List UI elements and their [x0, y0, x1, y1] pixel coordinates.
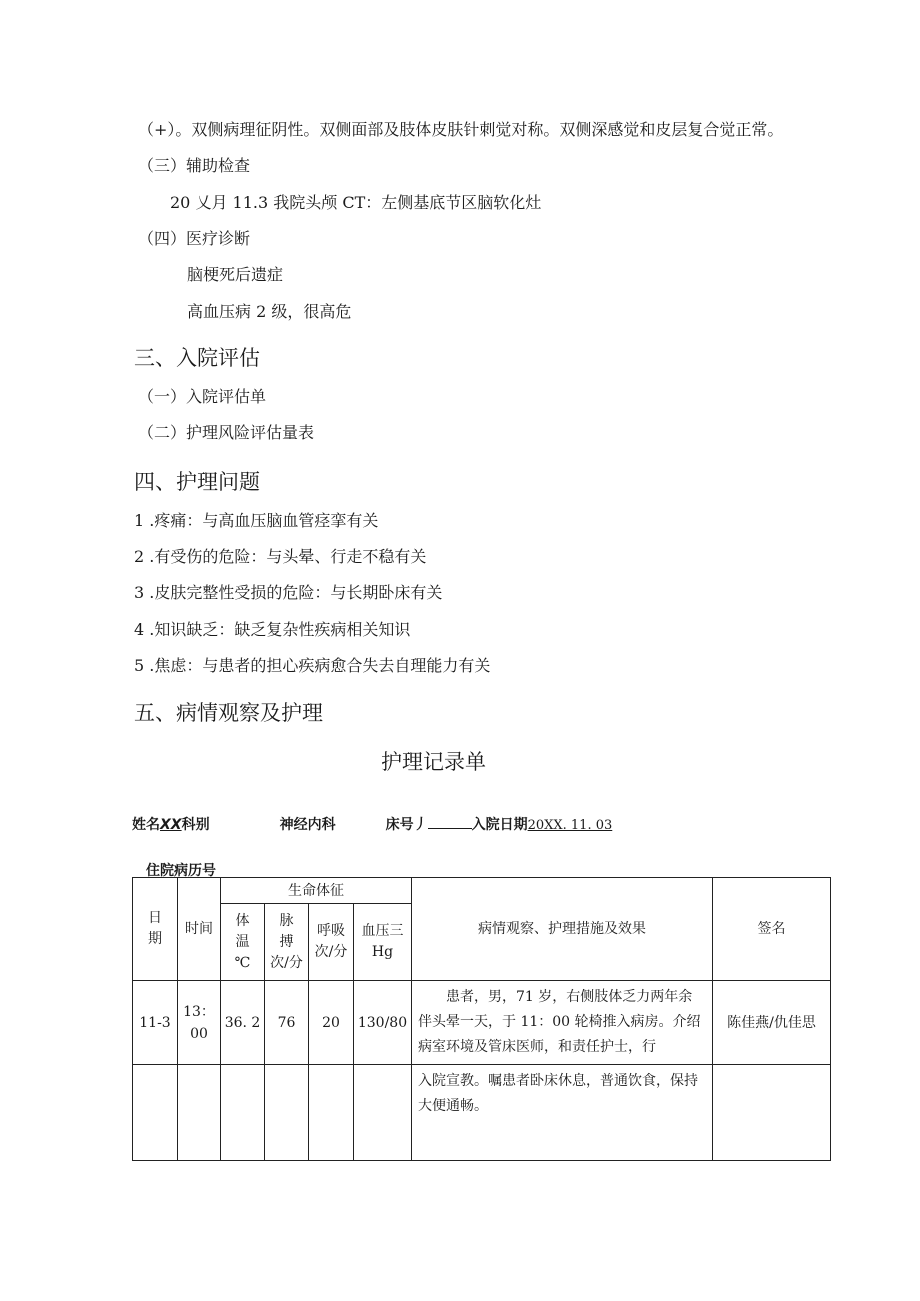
name-label: 姓名 — [132, 817, 160, 833]
cell-resp: 20 — [309, 981, 354, 1065]
cell-temp: 36. 2 — [221, 981, 265, 1065]
signature-header: 签名 — [713, 878, 831, 981]
cell-observation: 入院宣教。嘱患者卧床休息，普通饮食，保持大便通畅。 — [412, 1065, 713, 1161]
neuro-exam-tail: （+）。双侧病理征阴性。双侧面部及肢体皮肤针刺觉对称。双侧深感觉和皮层复合觉正常。 — [138, 120, 784, 139]
record-title: 护理记录单 — [381, 750, 486, 774]
cell-bp: 130/80 — [354, 981, 412, 1065]
cell-time: 13：00 — [178, 981, 221, 1065]
time-header: 时间 — [178, 878, 221, 981]
cell-signature — [713, 1065, 831, 1161]
dept-value: 神经内科 — [279, 817, 336, 833]
vitals-header: 生命体征 — [221, 878, 412, 904]
diagnosis-item-1: 脑梗死后遗症 — [187, 265, 284, 284]
problem-item: 1 .疼痛：与高血压脑血管痉挛有关 — [134, 511, 379, 530]
cell-date: 11-3 — [133, 981, 178, 1065]
nursing-record-table — [132, 877, 831, 1161]
observation-header: 病情观察、护理措施及效果 — [412, 878, 713, 981]
section-3-heading: 三、入院评估 — [134, 346, 260, 370]
admit-label: 入院日期 — [471, 817, 528, 833]
case-number-label: 住院病历号 — [146, 863, 216, 879]
name-value: XX — [160, 817, 182, 833]
admit-date: 20XX. 11. 03 — [527, 818, 613, 833]
section-4-heading: 四、护理问题 — [134, 470, 260, 494]
cell-date — [133, 1065, 178, 1161]
cell-observation: 患者，男，71 岁，右侧肢体乏力两年余伴头晕一天，于 11：00 轮椅推入病房。介绍病室环境及管床医师，和责任护士，行 — [412, 981, 713, 1065]
cell-temp — [221, 1065, 265, 1161]
cell-pulse — [265, 1065, 309, 1161]
table-row — [133, 1065, 831, 1161]
patient-info-line — [132, 814, 612, 834]
header-row-1 — [133, 878, 831, 904]
temp-header: 体 温 ℃ — [221, 904, 265, 981]
problem-item: 5 .焦虑：与患者的担心疾病愈合失去自理能力有关 — [134, 656, 491, 675]
bp-header: 血压三 Hg — [354, 904, 412, 981]
bed-blank — [428, 814, 472, 829]
diagnosis-item-2: 高血压病 2 级，很高危 — [187, 302, 352, 321]
section-3-item-1: （一）入院评估单 — [138, 387, 267, 406]
section-5-heading: 五、病情观察及护理 — [134, 701, 323, 725]
cell-time — [178, 1065, 221, 1161]
diagnosis-heading: （四）医疗诊断 — [138, 229, 251, 248]
aux-exam-text: 20 乂月 11.3 我院头颅 CT：左侧基底节区脑软化灶 — [170, 193, 542, 212]
aux-exam-heading: （三）辅助检查 — [138, 156, 251, 175]
cell-bp — [354, 1065, 412, 1161]
cell-signature: 陈佳燕/仇佳思 — [713, 981, 831, 1065]
pulse-header: 脉 搏 次/分 — [265, 904, 309, 981]
section-3-item-2: （二）护理风险评估量表 — [138, 423, 315, 442]
resp-header: 呼吸 次/分 — [309, 904, 354, 981]
bed-label: 床号丿 — [385, 817, 428, 833]
problem-item: 3 .皮肤完整性受损的危险：与长期卧床有关 — [134, 583, 443, 602]
cell-resp — [309, 1065, 354, 1161]
dept-label: 科别 — [181, 817, 210, 833]
cell-pulse: 76 — [265, 981, 309, 1065]
problem-item: 4 .知识缺乏：缺乏复杂性疾病相关知识 — [134, 620, 411, 639]
problem-item: 2 .有受伤的危险：与头晕、行走不稳有关 — [134, 547, 427, 566]
date-header: 日 期 — [133, 878, 178, 981]
table-row — [133, 981, 831, 1065]
